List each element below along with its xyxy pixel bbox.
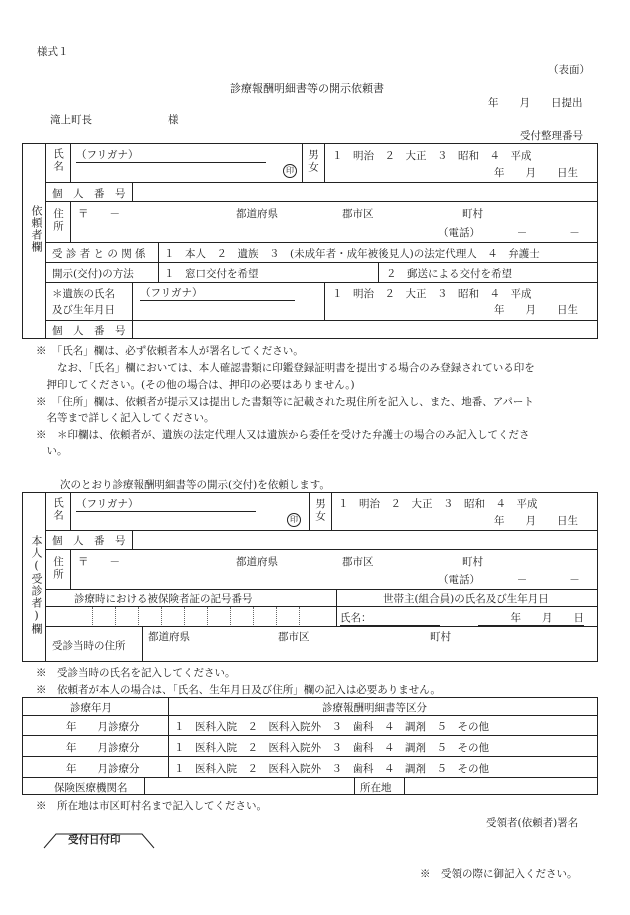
addressee: 滝上町長 (50, 114, 92, 126)
householder-label: 世帯主(組合員)の氏名及び生年月日 (383, 593, 549, 605)
location-label: 所在地 (360, 782, 392, 794)
bottom-note: ※ 受領の際に御記入ください。 (420, 868, 578, 880)
claims-header-type: 診療報酬明細書等区分 (322, 702, 427, 714)
householder-birthdate-field[interactable]: 年 月 日 (478, 610, 584, 626)
note-line: ※ 依頼者が本人の場合は、「氏名、生年月日及び住所」欄の記入は必要ありません。 (36, 684, 441, 696)
institution-name-label: 保険医療機関名 (54, 782, 128, 794)
claims-header-month: 診療年月 (70, 702, 112, 714)
note-line: なお、「氏名」欄においては、本人確認書類に印鑑登録証明書を提出する場合のみ登録されている印を (36, 362, 535, 374)
householder-name-field[interactable]: 氏名： (340, 610, 440, 626)
institution-name-field[interactable] (146, 778, 352, 794)
requester-prefecture: 都道府県 (236, 208, 278, 220)
submit-date[interactable]: 年 月 日提出 (488, 97, 583, 109)
bereaved-label-2: 及び生年月日 (52, 304, 115, 316)
patient-section-label: 本人(受診者)欄 (30, 535, 43, 635)
patient-sex[interactable]: 男女 (314, 498, 326, 523)
claim-month[interactable]: 年 月診療分 (66, 742, 140, 754)
delivery-mail-option[interactable]: ２ 郵送による交付を希望 (386, 268, 512, 280)
patient-phone[interactable]: （電話） － － (438, 574, 580, 586)
requester-era[interactable]: １ 明治 ２ 大正 ３ 昭和 ４ 平成 (332, 150, 532, 162)
requester-city: 郡市区 (342, 208, 374, 220)
patient-address-label: 住所 (52, 556, 64, 581)
bereaved-era[interactable]: １ 明治 ２ 大正 ３ 昭和 ４ 平成 (332, 288, 532, 300)
claim-month[interactable]: 年 月診療分 (66, 763, 140, 775)
seal-icon: 印 (287, 513, 301, 527)
requester-furigana-field[interactable]: （フリガナ） (76, 147, 266, 163)
footer-note: ※ 所在地は市区町村名まで記入してください。 (36, 800, 267, 812)
bereaved-furigana-field[interactable]: （フリガナ） (140, 285, 295, 301)
form-number: 様式１ (37, 46, 69, 58)
patient-town: 町村 (462, 556, 483, 568)
requester-section-label: 依頼者欄 (30, 205, 43, 253)
requester-postal[interactable]: 〒 － (78, 208, 120, 220)
patient-prefecture: 都道府県 (236, 556, 278, 568)
addressee-honorific: 様 (168, 114, 179, 126)
visit-town: 町村 (430, 631, 451, 643)
request-intro: 次のとおり診療報酬明細書等の開示(交付)を依頼します。 (60, 479, 330, 491)
patient-id-field[interactable] (136, 531, 596, 548)
bereaved-id-field[interactable] (136, 321, 596, 338)
note-line: ※ 「氏名」欄は、必ず依頼者本人が署名してください。 (36, 345, 304, 357)
delivery-window-option[interactable]: １ 窓口交付を希望 (164, 268, 259, 280)
relation-label: 受 診 者 と の 関 係 (52, 248, 146, 260)
patient-birthdate[interactable]: 年 月 日生 (494, 515, 578, 527)
side-label: （表面） (548, 64, 590, 76)
insurance-number-field[interactable] (48, 607, 334, 625)
seal-icon: 印 (283, 164, 297, 178)
note-line: ※ ＊印欄は、依頼者が、遺族の法定代理人又は遺族から委任を受けた弁護士の場合のみ記入してくださ (36, 429, 530, 441)
patient-name-label: 氏名 (52, 497, 64, 522)
note-line: 押印してください。(その他の場合は、押印の必要はありません。) (36, 379, 355, 391)
note-line: ※ 「住所」欄は、依頼者が提示又は提出した書類等に記載された現住所を記入し、また、地番、アパート (36, 396, 534, 408)
requester-town: 町村 (462, 208, 483, 220)
requester-birthdate[interactable]: 年 月 日生 (494, 167, 578, 179)
bereaved-birthdate[interactable]: 年 月 日生 (494, 304, 578, 316)
visit-address-label: 受診当時の住所 (52, 640, 126, 652)
receipt-stamp-label: 受付日付印 (68, 834, 121, 846)
patient-postal[interactable]: 〒 － (78, 556, 120, 568)
receipt-number-label: 受付整理番号 (520, 130, 583, 142)
visit-prefecture: 都道府県 (148, 631, 190, 643)
note-line: ※ 受診当時の氏名を記入してください。 (36, 667, 236, 679)
location-field[interactable] (406, 778, 596, 794)
bereaved-label-1: ＊遺族の氏名 (52, 288, 115, 300)
patient-furigana-field[interactable]: （フリガナ） (76, 496, 256, 512)
note-line: 名等まで詳しく記入してください。 (36, 412, 215, 424)
visit-city: 郡市区 (278, 631, 310, 643)
relation-options[interactable]: １ 本人 ２ 遺族 ３ (未成年者・成年被後見人)の法定代理人 ４ 弁護士 (164, 248, 540, 260)
requester-id-label: 個 人 番 号 (52, 188, 126, 200)
claim-types[interactable]: １ 医科入院 ２ 医科入院外 ３ 歯科 ４ 調剤 ５ その他 (174, 721, 489, 733)
claim-month[interactable]: 年 月診療分 (66, 721, 140, 733)
claim-types[interactable]: １ 医科入院 ２ 医科入院外 ３ 歯科 ４ 調剤 ５ その他 (174, 763, 489, 775)
requester-name-label: 氏名 (52, 148, 64, 173)
requester-id-field[interactable] (136, 183, 596, 200)
requester-phone[interactable]: （電話） － － (438, 227, 580, 239)
patient-era[interactable]: １ 明治 ２ 大正 ３ 昭和 ４ 平成 (338, 498, 538, 510)
requester-sex[interactable]: 男女 (307, 149, 319, 174)
delivery-method-label: 開示(交付)の方法 (52, 268, 134, 280)
claim-types[interactable]: １ 医科入院 ２ 医科入院外 ３ 歯科 ４ 調剤 ５ その他 (174, 742, 489, 754)
note-line: い。 (36, 445, 68, 457)
bereaved-id-label: 個 人 番 号 (52, 325, 126, 337)
patient-city: 郡市区 (342, 556, 374, 568)
patient-id-label: 個 人 番 号 (52, 535, 126, 547)
requester-address-label: 住所 (52, 208, 64, 233)
insurance-number-label: 診療時における被保険者証の記号番号 (74, 593, 253, 605)
page-title: 診療報酬明細書等の開示依頼書 (230, 82, 384, 95)
signature-label: 受領者(依頼者)署名 (486, 817, 579, 829)
